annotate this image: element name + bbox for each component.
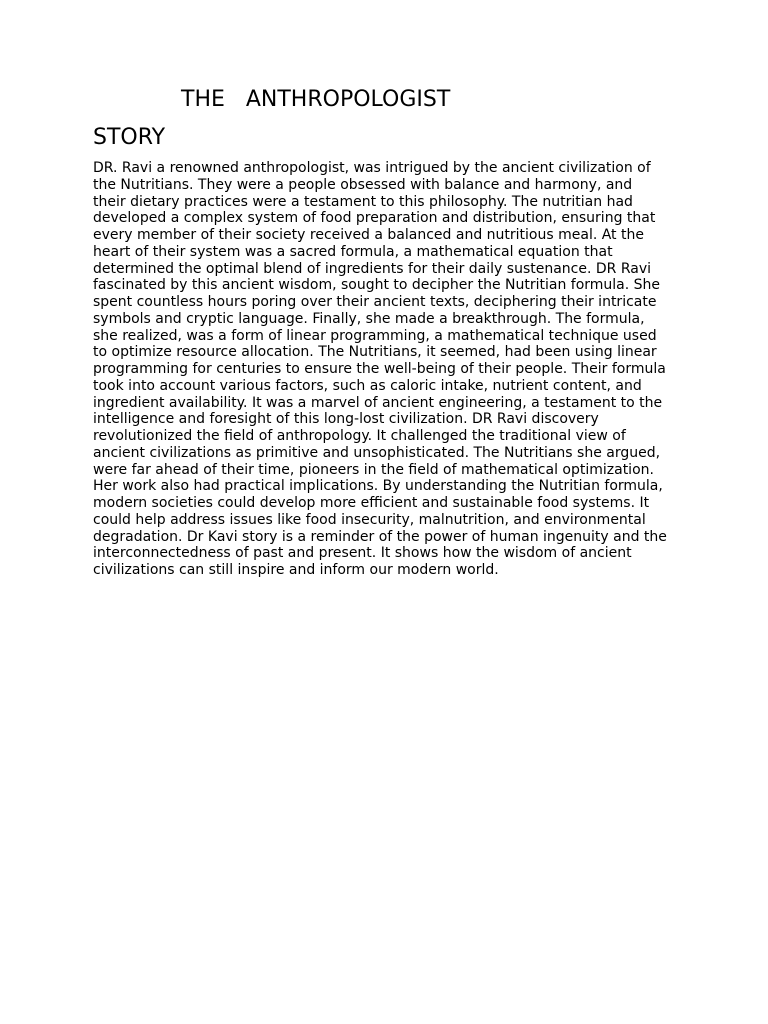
paragraph-line: ancient civilizations as primitive and unsophisticated. The Nutritians she argued,: [93, 444, 661, 461]
paragraph-line: the Nutritians. They were a people obsessed with balance and harmony, and: [93, 176, 633, 193]
paragraph-line: ingredient availability. It was a marvel of ancient engineering, a testament to the: [93, 394, 663, 411]
paragraph-line: could help address issues like food insecurity, malnutrition, and environmental: [93, 511, 646, 528]
paragraph-line: determined the optimal blend of ingredients for their daily sustenance. DR Ravi: [93, 260, 652, 277]
paragraph-line: took into account various factors, such as caloric intake, nutrient content, and: [93, 377, 642, 394]
paragraph-line: their dietary practices were a testament to this philosophy. The nutritian had: [93, 193, 633, 210]
paragraph-line: every member of their society received a balanced and nutritious meal. At the: [93, 227, 644, 243]
paragraph-line: revolutionized the field of anthropology. It challenged the traditional view of: [93, 428, 626, 444]
paragraph-line: degradation. Dr Kavi story is a reminder of the power of human ingenuity and the: [93, 528, 667, 545]
paragraph-line: interconnectedness of past and present. It shows how the wisdom of ancient: [93, 545, 632, 562]
paragraph-line: symbols and cryptic language. Finally, she made a breakthrough. The formula,: [93, 310, 645, 327]
document-title-continued: STORY: [93, 125, 166, 150]
paragraph-line: fascinated by this ancient wisdom, sought to decipher the Nutritian formula. She: [93, 277, 661, 294]
paragraph-line: intelligence and foresight of this long-lost civilization. DR Ravi discovery: [93, 411, 599, 428]
paragraph-line: heart of their system was a sacred formula, a mathematical equation that: [93, 243, 613, 260]
paragraph-line: programming for centuries to ensure the well-being of their people. Their formula: [93, 361, 666, 377]
paragraph-line: developed a complex system of food preparation and distribution, ensuring that: [93, 210, 656, 227]
paragraph-line: modern societies could develop more efficient and sustainable food systems. It: [93, 495, 650, 511]
paragraph-line: she realized, was a form of linear programming, a mathematical technique used: [93, 327, 657, 344]
document-title: THE ANTHROPOLOGIST: [181, 87, 451, 112]
paragraph-line: civilizations can still inspire and inform our modern world.: [93, 562, 499, 578]
paragraph-line: Her work also had practical implications. By understanding the Nutritian formula,: [93, 478, 663, 495]
paragraph-line: to optimize resource allocation. The Nutritians, it seemed, had been using linear: [93, 344, 657, 361]
paragraph-line: spent countless hours poring over their ancient texts, deciphering their intricate: [93, 294, 657, 310]
story-paragraph: [93, 160, 678, 579]
paragraph-line: were far ahead of their time, pioneers in the field of mathematical optimization.: [93, 461, 654, 478]
paragraph-line: DR. Ravi a renowned anthropologist, was intrigued by the ancient civilization of: [93, 160, 651, 176]
